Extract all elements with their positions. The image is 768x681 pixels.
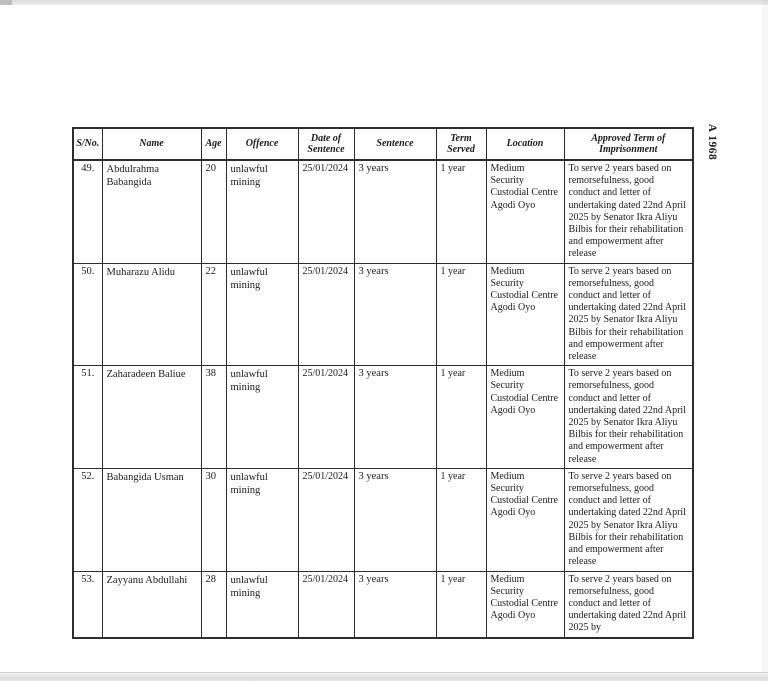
cell-name: Abdulrahma Babangida bbox=[102, 160, 201, 263]
cell-name: Muharazu Alidu bbox=[102, 263, 201, 366]
cell-location: Medium Security Custodial Centre Agodi Oyo bbox=[486, 263, 564, 366]
cell-date-of-sentence: 25/01/2024 bbox=[298, 468, 354, 571]
cell-date-of-sentence: 25/01/2024 bbox=[298, 366, 354, 469]
cell-sno: 50. bbox=[73, 263, 102, 366]
cell-date-of-sentence: 25/01/2024 bbox=[298, 571, 354, 638]
photo-edge-right bbox=[762, 0, 768, 681]
table-row bbox=[73, 571, 693, 638]
cell-name: Babangida Usman bbox=[102, 468, 201, 571]
cell-age: 38 bbox=[201, 366, 226, 469]
cell-offence: unlawful mining bbox=[226, 160, 298, 263]
cell-age: 22 bbox=[201, 263, 226, 366]
photo-edge-top bbox=[0, 0, 768, 5]
photo-edge-top-corner bbox=[0, 0, 12, 5]
convicts-table bbox=[72, 127, 692, 639]
cell-approved-term: To serve 2 years based on remorsefulness, good conduct and letter of undertaking dated 22nd April 2025 by Senator Ikra Aliyu Bilbis for their rehabilitation and empowerment after release bbox=[564, 160, 693, 263]
cell-age: 30 bbox=[201, 468, 226, 571]
convicts-table-grid bbox=[72, 127, 694, 639]
cell-name: Zayyanu Abdullahi bbox=[102, 571, 201, 638]
column-header-sno: S/No. bbox=[73, 128, 102, 160]
column-header-name: Name bbox=[102, 128, 201, 160]
cell-age: 20 bbox=[201, 160, 226, 263]
cell-approved-term: To serve 2 years based on remorsefulness, good conduct and letter of undertaking dated 22nd April 2025 by bbox=[564, 571, 693, 638]
column-header-date-of-sentence: Date of Sentence bbox=[298, 128, 354, 160]
cell-location: Medium Security Custodial Centre Agodi Oyo bbox=[486, 571, 564, 638]
cell-offence: unlawful mining bbox=[226, 571, 298, 638]
cell-approved-term: To serve 2 years based on remorsefulness, good conduct and letter of undertaking dated 22nd April 2025 by Senator Ikra Aliyu Bilbis for their rehabilitation and empowerment after release bbox=[564, 468, 693, 571]
table-row bbox=[73, 160, 693, 263]
cell-approved-term: To serve 2 years based on remorsefulness, good conduct and letter of undertaking dated 22nd April 2025 by Senator Ikra Aliyu Bilbis for their rehabilitation and empowerment after release bbox=[564, 263, 693, 366]
table-row bbox=[73, 263, 693, 366]
cell-age: 28 bbox=[201, 571, 226, 638]
cell-offence: unlawful mining bbox=[226, 468, 298, 571]
cell-offence: unlawful mining bbox=[226, 366, 298, 469]
cell-sentence: 3 years bbox=[354, 366, 436, 469]
cell-term-served: 1 year bbox=[436, 160, 486, 263]
cell-location: Medium Security Custodial Centre Agodi Oyo bbox=[486, 366, 564, 469]
photo-edge-bottom bbox=[0, 672, 768, 681]
cell-date-of-sentence: 25/01/2024 bbox=[298, 160, 354, 263]
cell-term-served: 1 year bbox=[436, 263, 486, 366]
cell-term-served: 1 year bbox=[436, 571, 486, 638]
cell-name: Zaharadeen Baliue bbox=[102, 366, 201, 469]
table-row bbox=[73, 468, 693, 571]
cell-sno: 51. bbox=[73, 366, 102, 469]
cell-sno: 49. bbox=[73, 160, 102, 263]
cell-sentence: 3 years bbox=[354, 263, 436, 366]
cell-sno: 53. bbox=[73, 571, 102, 638]
cell-term-served: 1 year bbox=[436, 366, 486, 469]
cell-sentence: 3 years bbox=[354, 160, 436, 263]
cell-location: Medium Security Custodial Centre Agodi Oyo bbox=[486, 160, 564, 263]
cell-sentence: 3 years bbox=[354, 571, 436, 638]
page-number-marker: A 1968 bbox=[706, 123, 718, 161]
column-header-age: Age bbox=[201, 128, 226, 160]
column-header-offence: Offence bbox=[226, 128, 298, 160]
column-header-term-served: Term Served bbox=[436, 128, 486, 160]
cell-offence: unlawful mining bbox=[226, 263, 298, 366]
cell-approved-term: To serve 2 years based on remorsefulness, good conduct and letter of undertaking dated 22nd April 2025 by Senator Ikra Aliyu Bilbis for their rehabilitation and empowerment after release bbox=[564, 366, 693, 469]
cell-sentence: 3 years bbox=[354, 468, 436, 571]
column-header-approved-term: Approved Term of Imprisonment bbox=[564, 128, 693, 160]
cell-date-of-sentence: 25/01/2024 bbox=[298, 263, 354, 366]
column-header-sentence: Sentence bbox=[354, 128, 436, 160]
cell-location: Medium Security Custodial Centre Agodi Oyo bbox=[486, 468, 564, 571]
cell-term-served: 1 year bbox=[436, 468, 486, 571]
cell-sno: 52. bbox=[73, 468, 102, 571]
column-header-location: Location bbox=[486, 128, 564, 160]
table-row bbox=[73, 366, 693, 469]
table-header-row bbox=[73, 128, 693, 160]
